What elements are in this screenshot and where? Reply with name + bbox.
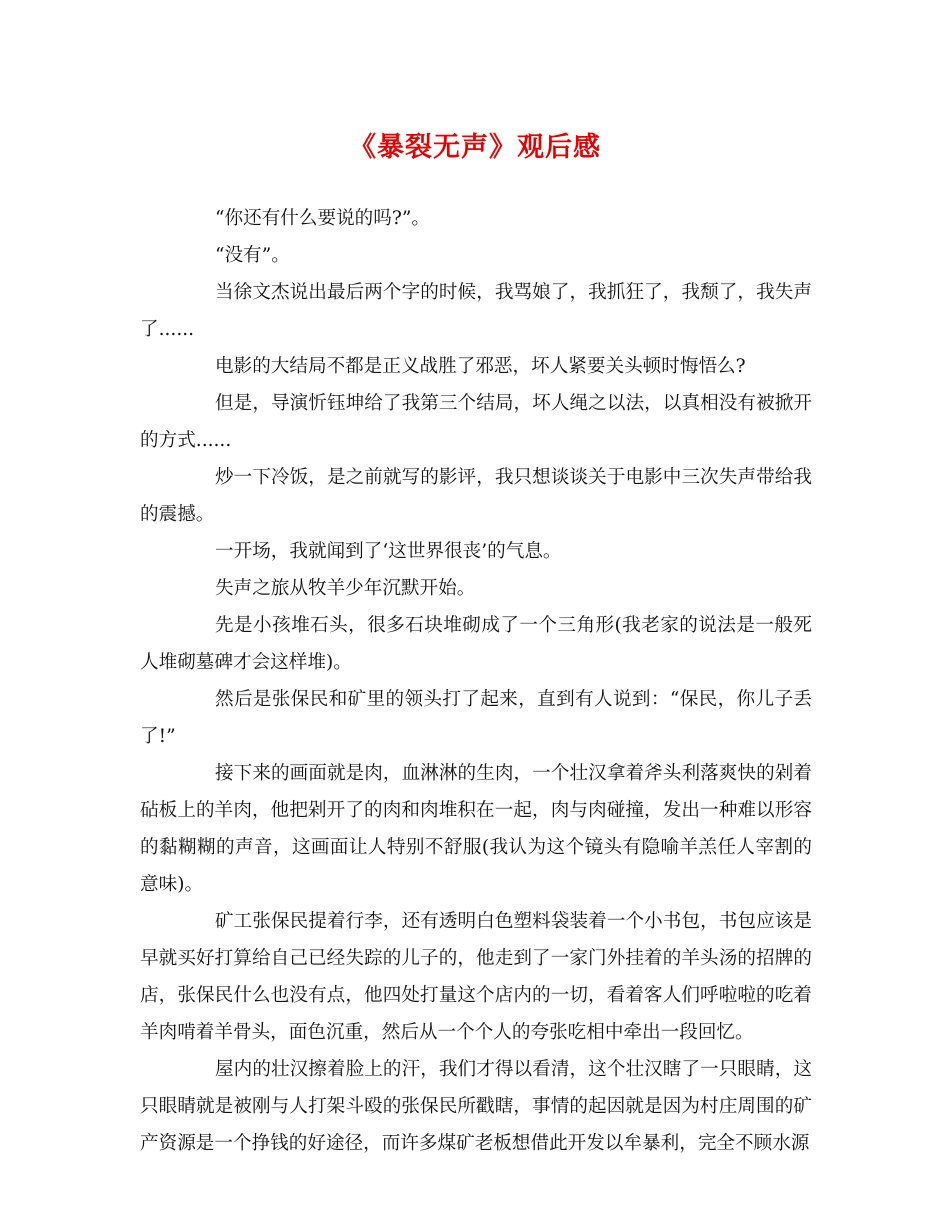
paragraph: 炒一下冷饭，是之前就写的影评，我只想谈谈关于电影中三次失声带给我的震撼。 xyxy=(140,467,812,525)
paragraph: 一开场，我就闻到了‘这世界很丧’的气息。 xyxy=(215,541,562,562)
paragraph: 失声之旅从牧羊少年沉默开始。 xyxy=(215,578,476,599)
paragraph: 矿工张保民提着行李，还有透明白色塑料袋装着一个小书包，书包应该是早就买好打算给自己已经失踪的儿子的，他走到了一家门外挂着的羊头汤的招牌的店，张保民什么也没有点，他四处打量这个店内的一切，看着客人们呼啦啦的吃着羊肉啃着羊骨头，面色沉重，然后从一个个人的夸张吃相中牵出一段回忆。 xyxy=(140,911,812,1043)
paragraph: 屋内的壮汉擦着脸上的汗，我们才得以看清，这个壮汉瞎了一只眼睛，这只眼睛就是被刚与人打架斗殴的张保民所戳瞎，事情的起因就是因为村庄周围的矿产资源是一个挣钱的好途径，而许多煤矿老板想借此开发以牟暴利，完全不顾水源 xyxy=(140,1059,812,1154)
paragraph: 先是小孩堆石头，很多石块堆砌成了一个三角形(我老家的说法是一般死人堆砌墓碑才会这样堆)。 xyxy=(140,615,812,673)
paragraph: 电影的大结局不都是正义战胜了邪恶，坏人紧要关头顿时悔悟么? xyxy=(215,356,746,377)
paragraph: 然后是张保民和矿里的领头打了起来，直到有人说到：“保民，你儿子丢了!” xyxy=(140,689,812,747)
document-body xyxy=(140,200,812,1162)
paragraph: 但是，导演忻钰坤给了我第三个结局，坏人绳之以法，以真相没有被掀开的方式...... xyxy=(140,393,812,451)
paragraph: “没有”。 xyxy=(215,245,290,266)
document-title: 《暴裂无声》观后感 xyxy=(349,132,601,163)
paragraph: 当徐文杰说出最后两个字的时候，我骂娘了，我抓狂了，我颓了，我失声了...... xyxy=(140,282,812,340)
paragraph: “你还有什么要说的吗?”。 xyxy=(215,208,430,229)
paragraph: 接下来的画面就是肉，血淋淋的生肉，一个壮汉拿着斧头利落爽快的剁着砧板上的羊肉，他把剁开了的肉和肉堆积在一起，肉与肉碰撞，发出一种难以形容的黏糊糊的声音，这画面让人特别不舒服(我认为这个镜头有隐喻羊羔任人宰割的意味)。 xyxy=(140,763,812,895)
